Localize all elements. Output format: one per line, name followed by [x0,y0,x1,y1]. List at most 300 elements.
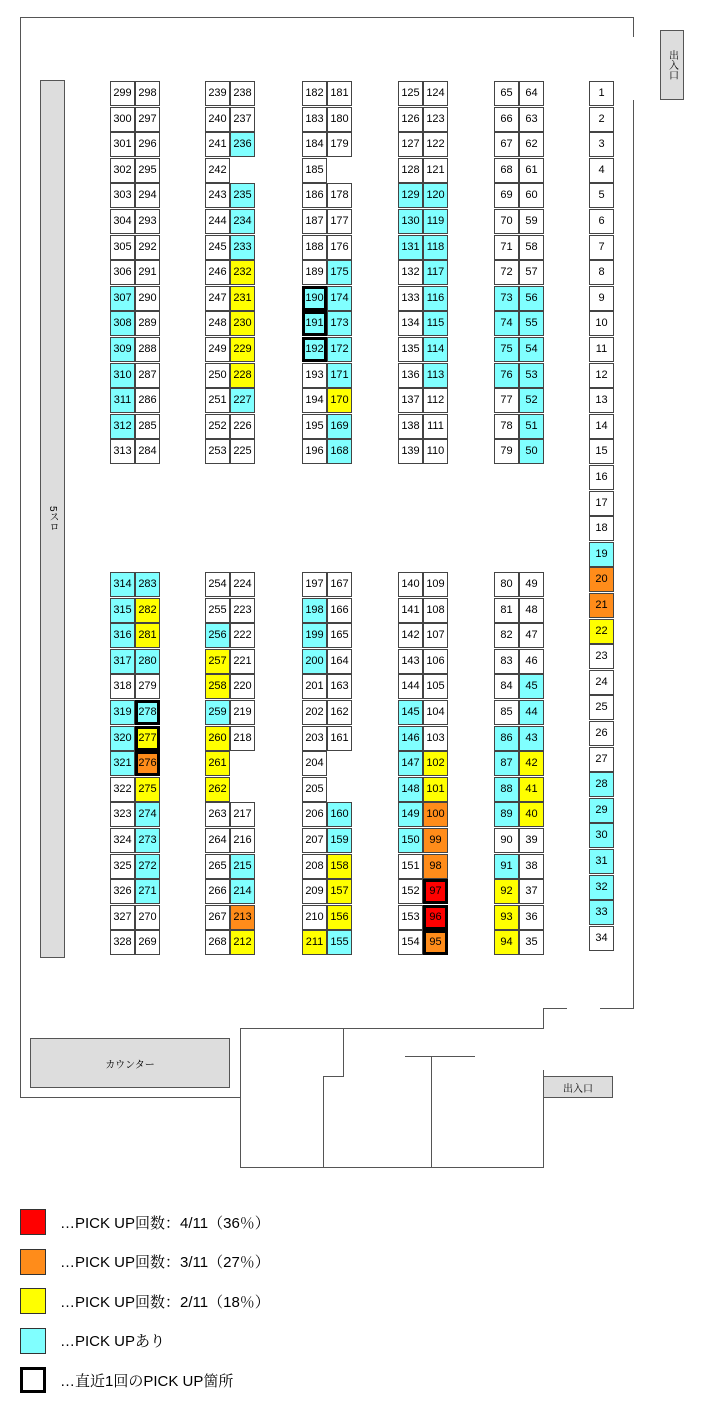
machine-82[interactable]: 82 [494,623,519,648]
machine-63[interactable]: 63 [519,107,544,132]
machine-99[interactable]: 99 [423,828,448,853]
machine-84[interactable]: 84 [494,674,519,699]
machine-172[interactable]: 172 [327,337,352,362]
machine-98[interactable]: 98 [423,854,448,879]
machine-299[interactable]: 299 [110,81,135,106]
machine-127[interactable]: 127 [398,132,423,157]
machine-188[interactable]: 188 [302,235,327,260]
machine-168[interactable]: 168 [327,439,352,464]
machine-150[interactable]: 150 [398,828,423,853]
machine-309[interactable]: 309 [110,337,135,362]
machine-183[interactable]: 183 [302,107,327,132]
machine-106[interactable]: 106 [423,649,448,674]
machine-293[interactable]: 293 [135,209,160,234]
machine-154[interactable]: 154 [398,930,423,955]
machine-320[interactable]: 320 [110,726,135,751]
machine-54[interactable]: 54 [519,337,544,362]
machine-241[interactable]: 241 [205,132,230,157]
machine-195[interactable]: 195 [302,414,327,439]
machine-161[interactable]: 161 [327,726,352,751]
machine-173[interactable]: 173 [327,311,352,336]
machine-303[interactable]: 303 [110,183,135,208]
machine-95[interactable]: 95 [423,930,448,955]
machine-117[interactable]: 117 [423,260,448,285]
machine-280[interactable]: 280 [135,649,160,674]
machine-76[interactable]: 76 [494,363,519,388]
machine-316[interactable]: 316 [110,623,135,648]
machine-156[interactable]: 156 [327,905,352,930]
machine-144[interactable]: 144 [398,674,423,699]
machine-325[interactable]: 325 [110,854,135,879]
machine-324[interactable]: 324 [110,828,135,853]
machine-96[interactable]: 96 [423,905,448,930]
machine-300[interactable]: 300 [110,107,135,132]
machine-296[interactable]: 296 [135,132,160,157]
machine-314[interactable]: 314 [110,572,135,597]
machine-59[interactable]: 59 [519,209,544,234]
machine-204[interactable]: 204 [302,751,327,776]
machine-122[interactable]: 122 [423,132,448,157]
machine-255[interactable]: 255 [205,598,230,623]
machine-124[interactable]: 124 [423,81,448,106]
machine-77[interactable]: 77 [494,388,519,413]
machine-11[interactable]: 11 [589,337,614,362]
machine-323[interactable]: 323 [110,802,135,827]
machine-276[interactable]: 276 [135,751,160,776]
machine-194[interactable]: 194 [302,388,327,413]
machine-218[interactable]: 218 [230,726,255,751]
machine-201[interactable]: 201 [302,674,327,699]
machine-292[interactable]: 292 [135,235,160,260]
machine-119[interactable]: 119 [423,209,448,234]
machine-51[interactable]: 51 [519,414,544,439]
machine-126[interactable]: 126 [398,107,423,132]
machine-273[interactable]: 273 [135,828,160,853]
machine-231[interactable]: 231 [230,286,255,311]
machine-55[interactable]: 55 [519,311,544,336]
machine-254[interactable]: 254 [205,572,230,597]
machine-199[interactable]: 199 [302,623,327,648]
machine-270[interactable]: 270 [135,905,160,930]
machine-267[interactable]: 267 [205,905,230,930]
machine-128[interactable]: 128 [398,158,423,183]
machine-3[interactable]: 3 [589,132,614,157]
machine-307[interactable]: 307 [110,286,135,311]
machine-233[interactable]: 233 [230,235,255,260]
machine-165[interactable]: 165 [327,623,352,648]
machine-262[interactable]: 262 [205,777,230,802]
machine-39[interactable]: 39 [519,828,544,853]
machine-294[interactable]: 294 [135,183,160,208]
machine-242[interactable]: 242 [205,158,230,183]
machine-49[interactable]: 49 [519,572,544,597]
machine-163[interactable]: 163 [327,674,352,699]
machine-158[interactable]: 158 [327,854,352,879]
machine-134[interactable]: 134 [398,311,423,336]
machine-251[interactable]: 251 [205,388,230,413]
machine-261[interactable]: 261 [205,751,230,776]
machine-253[interactable]: 253 [205,439,230,464]
machine-78[interactable]: 78 [494,414,519,439]
machine-244[interactable]: 244 [205,209,230,234]
machine-219[interactable]: 219 [230,700,255,725]
machine-33[interactable]: 33 [589,900,614,925]
machine-145[interactable]: 145 [398,700,423,725]
machine-90[interactable]: 90 [494,828,519,853]
machine-289[interactable]: 289 [135,311,160,336]
machine-288[interactable]: 288 [135,337,160,362]
machine-72[interactable]: 72 [494,260,519,285]
machine-226[interactable]: 226 [230,414,255,439]
machine-315[interactable]: 315 [110,598,135,623]
machine-24[interactable]: 24 [589,670,614,695]
machine-229[interactable]: 229 [230,337,255,362]
machine-23[interactable]: 23 [589,644,614,669]
machine-9[interactable]: 9 [589,286,614,311]
machine-129[interactable]: 129 [398,183,423,208]
machine-235[interactable]: 235 [230,183,255,208]
machine-40[interactable]: 40 [519,802,544,827]
machine-92[interactable]: 92 [494,879,519,904]
machine-167[interactable]: 167 [327,572,352,597]
machine-237[interactable]: 237 [230,107,255,132]
machine-259[interactable]: 259 [205,700,230,725]
machine-30[interactable]: 30 [589,823,614,848]
machine-304[interactable]: 304 [110,209,135,234]
machine-19[interactable]: 19 [589,542,614,567]
machine-284[interactable]: 284 [135,439,160,464]
machine-174[interactable]: 174 [327,286,352,311]
machine-215[interactable]: 215 [230,854,255,879]
machine-114[interactable]: 114 [423,337,448,362]
machine-205[interactable]: 205 [302,777,327,802]
machine-313[interactable]: 313 [110,439,135,464]
machine-326[interactable]: 326 [110,879,135,904]
machine-279[interactable]: 279 [135,674,160,699]
machine-186[interactable]: 186 [302,183,327,208]
machine-169[interactable]: 169 [327,414,352,439]
machine-212[interactable]: 212 [230,930,255,955]
machine-45[interactable]: 45 [519,674,544,699]
machine-283[interactable]: 283 [135,572,160,597]
machine-248[interactable]: 248 [205,311,230,336]
machine-80[interactable]: 80 [494,572,519,597]
machine-266[interactable]: 266 [205,879,230,904]
machine-191[interactable]: 191 [302,311,327,336]
machine-37[interactable]: 37 [519,879,544,904]
machine-159[interactable]: 159 [327,828,352,853]
machine-256[interactable]: 256 [205,623,230,648]
machine-209[interactable]: 209 [302,879,327,904]
machine-265[interactable]: 265 [205,854,230,879]
machine-140[interactable]: 140 [398,572,423,597]
machine-132[interactable]: 132 [398,260,423,285]
machine-16[interactable]: 16 [589,465,614,490]
machine-275[interactable]: 275 [135,777,160,802]
machine-322[interactable]: 322 [110,777,135,802]
machine-135[interactable]: 135 [398,337,423,362]
machine-141[interactable]: 141 [398,598,423,623]
machine-102[interactable]: 102 [423,751,448,776]
machine-258[interactable]: 258 [205,674,230,699]
machine-8[interactable]: 8 [589,260,614,285]
machine-277[interactable]: 277 [135,726,160,751]
machine-10[interactable]: 10 [589,311,614,336]
machine-87[interactable]: 87 [494,751,519,776]
machine-327[interactable]: 327 [110,905,135,930]
machine-46[interactable]: 46 [519,649,544,674]
machine-6[interactable]: 6 [589,209,614,234]
machine-252[interactable]: 252 [205,414,230,439]
machine-182[interactable]: 182 [302,81,327,106]
machine-160[interactable]: 160 [327,802,352,827]
machine-180[interactable]: 180 [327,107,352,132]
machine-105[interactable]: 105 [423,674,448,699]
machine-75[interactable]: 75 [494,337,519,362]
machine-12[interactable]: 12 [589,363,614,388]
machine-70[interactable]: 70 [494,209,519,234]
machine-225[interactable]: 225 [230,439,255,464]
machine-295[interactable]: 295 [135,158,160,183]
machine-13[interactable]: 13 [589,388,614,413]
machine-197[interactable]: 197 [302,572,327,597]
machine-104[interactable]: 104 [423,700,448,725]
machine-246[interactable]: 246 [205,260,230,285]
machine-67[interactable]: 67 [494,132,519,157]
machine-157[interactable]: 157 [327,879,352,904]
machine-317[interactable]: 317 [110,649,135,674]
machine-310[interactable]: 310 [110,363,135,388]
machine-28[interactable]: 28 [589,772,614,797]
machine-58[interactable]: 58 [519,235,544,260]
machine-181[interactable]: 181 [327,81,352,106]
machine-211[interactable]: 211 [302,930,327,955]
machine-131[interactable]: 131 [398,235,423,260]
machine-1[interactable]: 1 [589,81,614,106]
machine-285[interactable]: 285 [135,414,160,439]
machine-61[interactable]: 61 [519,158,544,183]
machine-133[interactable]: 133 [398,286,423,311]
machine-71[interactable]: 71 [494,235,519,260]
machine-221[interactable]: 221 [230,649,255,674]
machine-123[interactable]: 123 [423,107,448,132]
machine-4[interactable]: 4 [589,158,614,183]
machine-93[interactable]: 93 [494,905,519,930]
machine-34[interactable]: 34 [589,926,614,951]
machine-121[interactable]: 121 [423,158,448,183]
machine-291[interactable]: 291 [135,260,160,285]
machine-228[interactable]: 228 [230,363,255,388]
machine-89[interactable]: 89 [494,802,519,827]
machine-282[interactable]: 282 [135,598,160,623]
machine-112[interactable]: 112 [423,388,448,413]
machine-7[interactable]: 7 [589,235,614,260]
machine-18[interactable]: 18 [589,516,614,541]
machine-301[interactable]: 301 [110,132,135,157]
machine-44[interactable]: 44 [519,700,544,725]
machine-202[interactable]: 202 [302,700,327,725]
machine-175[interactable]: 175 [327,260,352,285]
machine-25[interactable]: 25 [589,695,614,720]
machine-232[interactable]: 232 [230,260,255,285]
machine-179[interactable]: 179 [327,132,352,157]
machine-56[interactable]: 56 [519,286,544,311]
machine-224[interactable]: 224 [230,572,255,597]
machine-113[interactable]: 113 [423,363,448,388]
machine-177[interactable]: 177 [327,209,352,234]
machine-234[interactable]: 234 [230,209,255,234]
machine-31[interactable]: 31 [589,849,614,874]
machine-269[interactable]: 269 [135,930,160,955]
machine-305[interactable]: 305 [110,235,135,260]
machine-120[interactable]: 120 [423,183,448,208]
machine-130[interactable]: 130 [398,209,423,234]
machine-17[interactable]: 17 [589,491,614,516]
machine-97[interactable]: 97 [423,879,448,904]
machine-42[interactable]: 42 [519,751,544,776]
machine-107[interactable]: 107 [423,623,448,648]
machine-311[interactable]: 311 [110,388,135,413]
machine-35[interactable]: 35 [519,930,544,955]
machine-328[interactable]: 328 [110,930,135,955]
machine-217[interactable]: 217 [230,802,255,827]
machine-223[interactable]: 223 [230,598,255,623]
machine-200[interactable]: 200 [302,649,327,674]
machine-278[interactable]: 278 [135,700,160,725]
machine-164[interactable]: 164 [327,649,352,674]
machine-185[interactable]: 185 [302,158,327,183]
machine-210[interactable]: 210 [302,905,327,930]
machine-53[interactable]: 53 [519,363,544,388]
machine-64[interactable]: 64 [519,81,544,106]
machine-73[interactable]: 73 [494,286,519,311]
machine-260[interactable]: 260 [205,726,230,751]
machine-103[interactable]: 103 [423,726,448,751]
machine-146[interactable]: 146 [398,726,423,751]
machine-187[interactable]: 187 [302,209,327,234]
machine-21[interactable]: 21 [589,593,614,618]
machine-14[interactable]: 14 [589,414,614,439]
machine-239[interactable]: 239 [205,81,230,106]
machine-272[interactable]: 272 [135,854,160,879]
machine-198[interactable]: 198 [302,598,327,623]
machine-222[interactable]: 222 [230,623,255,648]
machine-100[interactable]: 100 [423,802,448,827]
machine-86[interactable]: 86 [494,726,519,751]
machine-36[interactable]: 36 [519,905,544,930]
machine-170[interactable]: 170 [327,388,352,413]
machine-297[interactable]: 297 [135,107,160,132]
machine-48[interactable]: 48 [519,598,544,623]
machine-220[interactable]: 220 [230,674,255,699]
machine-136[interactable]: 136 [398,363,423,388]
machine-83[interactable]: 83 [494,649,519,674]
machine-193[interactable]: 193 [302,363,327,388]
machine-214[interactable]: 214 [230,879,255,904]
machine-203[interactable]: 203 [302,726,327,751]
machine-20[interactable]: 20 [589,567,614,592]
machine-74[interactable]: 74 [494,311,519,336]
machine-236[interactable]: 236 [230,132,255,157]
machine-2[interactable]: 2 [589,107,614,132]
machine-60[interactable]: 60 [519,183,544,208]
machine-22[interactable]: 22 [589,619,614,644]
machine-108[interactable]: 108 [423,598,448,623]
machine-66[interactable]: 66 [494,107,519,132]
machine-57[interactable]: 57 [519,260,544,285]
machine-116[interactable]: 116 [423,286,448,311]
machine-153[interactable]: 153 [398,905,423,930]
machine-216[interactable]: 216 [230,828,255,853]
machine-47[interactable]: 47 [519,623,544,648]
machine-227[interactable]: 227 [230,388,255,413]
machine-85[interactable]: 85 [494,700,519,725]
machine-91[interactable]: 91 [494,854,519,879]
machine-271[interactable]: 271 [135,879,160,904]
machine-148[interactable]: 148 [398,777,423,802]
machine-290[interactable]: 290 [135,286,160,311]
machine-79[interactable]: 79 [494,439,519,464]
machine-319[interactable]: 319 [110,700,135,725]
machine-257[interactable]: 257 [205,649,230,674]
machine-138[interactable]: 138 [398,414,423,439]
machine-249[interactable]: 249 [205,337,230,362]
machine-32[interactable]: 32 [589,875,614,900]
machine-111[interactable]: 111 [423,414,448,439]
machine-162[interactable]: 162 [327,700,352,725]
machine-81[interactable]: 81 [494,598,519,623]
machine-155[interactable]: 155 [327,930,352,955]
machine-27[interactable]: 27 [589,747,614,772]
machine-171[interactable]: 171 [327,363,352,388]
machine-318[interactable]: 318 [110,674,135,699]
machine-142[interactable]: 142 [398,623,423,648]
machine-38[interactable]: 38 [519,854,544,879]
machine-109[interactable]: 109 [423,572,448,597]
machine-65[interactable]: 65 [494,81,519,106]
machine-68[interactable]: 68 [494,158,519,183]
machine-69[interactable]: 69 [494,183,519,208]
machine-152[interactable]: 152 [398,879,423,904]
machine-115[interactable]: 115 [423,311,448,336]
machine-176[interactable]: 176 [327,235,352,260]
machine-308[interactable]: 308 [110,311,135,336]
machine-178[interactable]: 178 [327,183,352,208]
machine-149[interactable]: 149 [398,802,423,827]
machine-274[interactable]: 274 [135,802,160,827]
machine-151[interactable]: 151 [398,854,423,879]
machine-207[interactable]: 207 [302,828,327,853]
machine-208[interactable]: 208 [302,854,327,879]
machine-137[interactable]: 137 [398,388,423,413]
machine-306[interactable]: 306 [110,260,135,285]
machine-43[interactable]: 43 [519,726,544,751]
machine-50[interactable]: 50 [519,439,544,464]
machine-238[interactable]: 238 [230,81,255,106]
machine-26[interactable]: 26 [589,721,614,746]
machine-143[interactable]: 143 [398,649,423,674]
machine-118[interactable]: 118 [423,235,448,260]
machine-263[interactable]: 263 [205,802,230,827]
machine-264[interactable]: 264 [205,828,230,853]
machine-321[interactable]: 321 [110,751,135,776]
machine-189[interactable]: 189 [302,260,327,285]
machine-5[interactable]: 5 [589,183,614,208]
machine-110[interactable]: 110 [423,439,448,464]
machine-302[interactable]: 302 [110,158,135,183]
machine-29[interactable]: 29 [589,798,614,823]
machine-125[interactable]: 125 [398,81,423,106]
